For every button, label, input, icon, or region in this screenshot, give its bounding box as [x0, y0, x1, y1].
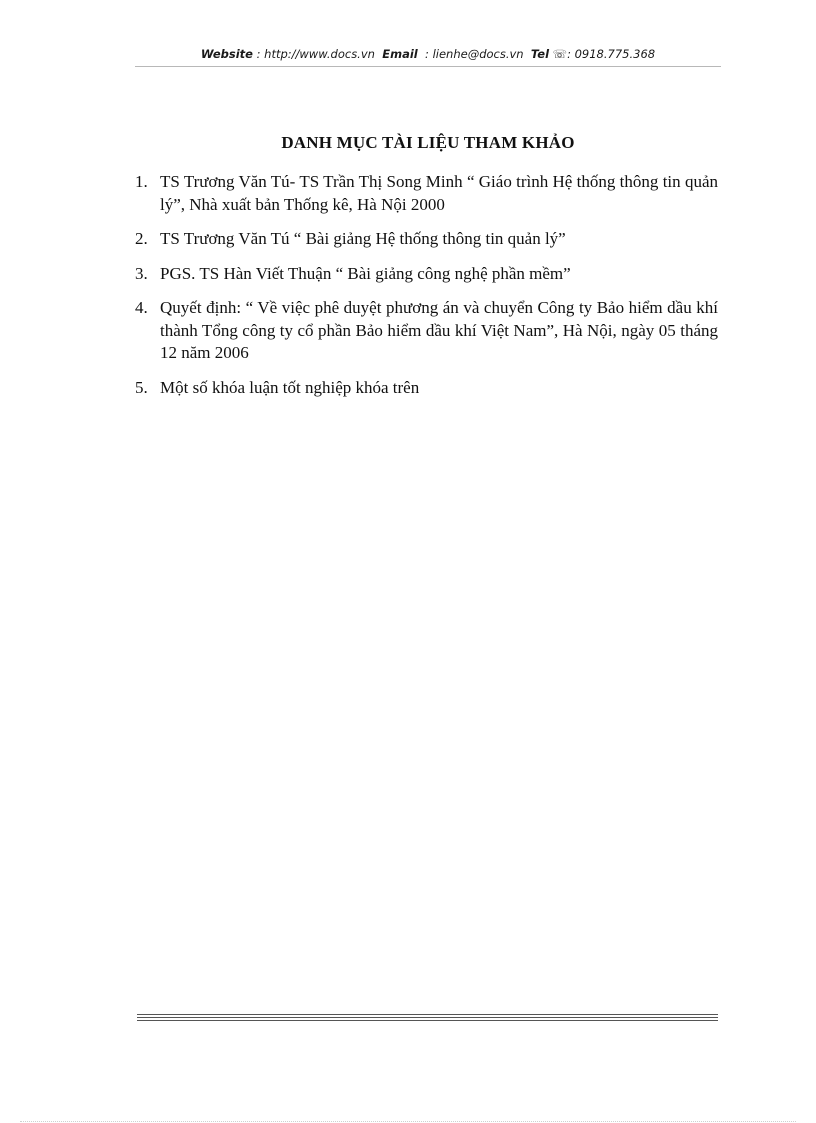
- page-bottom-border: [20, 1121, 796, 1122]
- list-item: [135, 297, 718, 365]
- list-item-number: 1.: [135, 172, 148, 191]
- website-url: : http://www.docs.vn: [256, 47, 375, 61]
- email-label: Email: [382, 47, 418, 61]
- list-item-text: Quyết định: “ Về việc phê duyệt phương án và chuyển Công ty Bảo hiểm dầu khí thành Tổng công ty cổ phần Bảo hiểm dầu khí Việt Nam”, Hà Nội, ngày 05 tháng 12 năm 2006: [160, 298, 718, 362]
- list-item-number: 2.: [135, 229, 148, 248]
- email-address: : lienhe@docs.vn: [425, 47, 524, 61]
- list-item-text: TS Trương Văn Tú “ Bài giảng Hệ thống thông tin quản lý”: [160, 229, 566, 248]
- page-header: [135, 47, 721, 61]
- list-item-number: 5.: [135, 377, 148, 397]
- list-item: [135, 377, 718, 400]
- list-item-number: 3.: [135, 263, 148, 283]
- list-item-text: PGS. TS Hàn Viết Thuận “ Bài giảng công nghệ phần mềm”: [160, 263, 571, 283]
- footer-rule: [137, 1014, 718, 1015]
- tel-label: Tel: [530, 47, 550, 61]
- header-divider: [135, 66, 721, 67]
- page-title: DANH MỤC TÀI LIỆU THAM KHẢO: [281, 133, 575, 152]
- list-item: [135, 171, 718, 216]
- list-item-text: Một số khóa luận tốt nghiệp khóa trên: [160, 377, 420, 397]
- list-item: [135, 228, 718, 251]
- website-label: Website: [200, 47, 253, 61]
- list-item: [135, 263, 718, 286]
- phone-icon: ☏: [552, 47, 568, 61]
- list-item-text: TS Trương Văn Tú- TS Trần Thị Song Minh “ Giáo trình Hệ thống thông tin quản lý”, Nhà xuất bản Thống kê, Hà Nội 2000: [160, 172, 718, 214]
- footer-rule: [137, 1020, 718, 1021]
- reference-list: [135, 171, 718, 411]
- footer-rule: [137, 1017, 718, 1018]
- tel-number: : 0918.775.368: [567, 47, 656, 61]
- list-item-number: 4.: [135, 298, 148, 317]
